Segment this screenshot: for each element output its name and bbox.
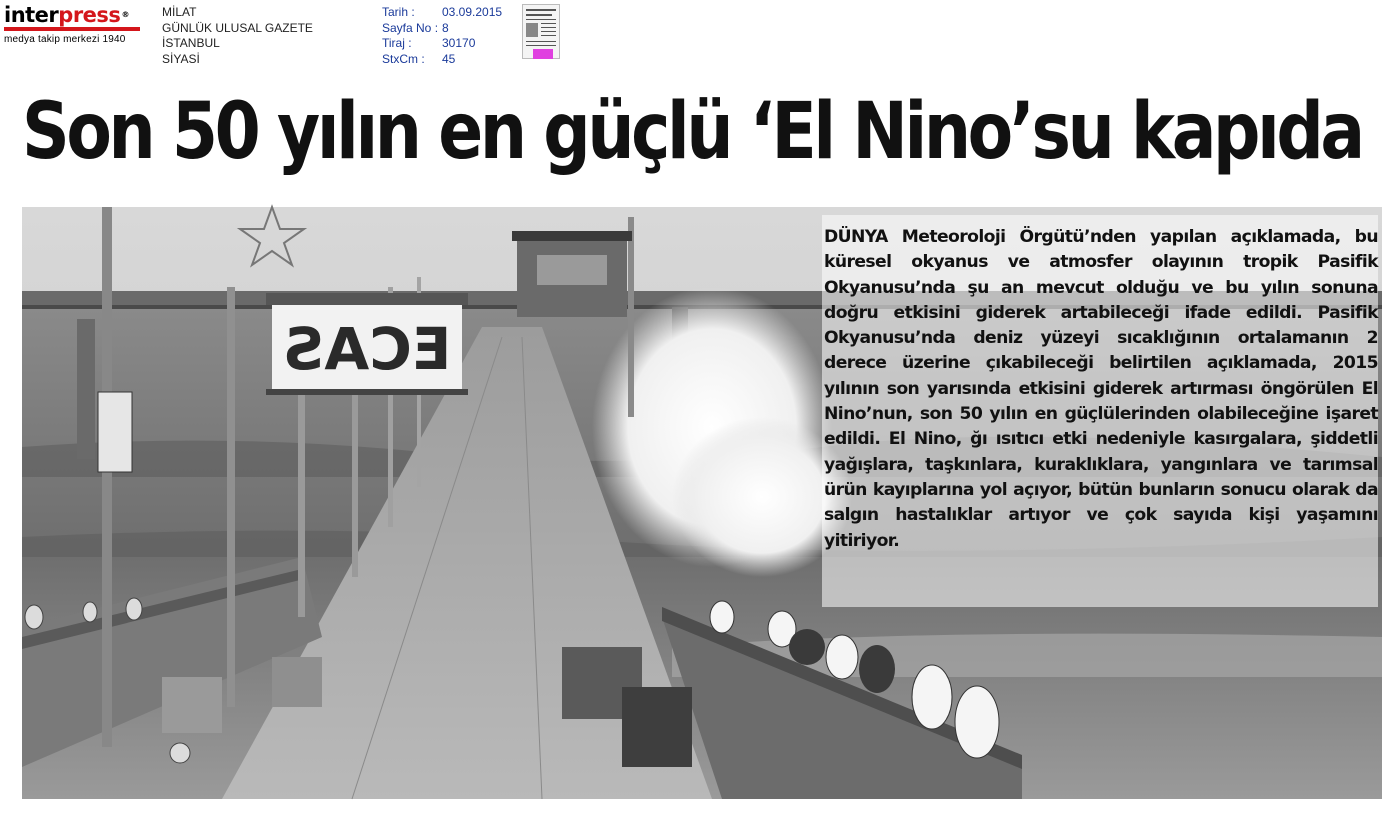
meta-date <box>382 5 502 21</box>
article-photo <box>22 207 1382 799</box>
publication-type: GÜNLÜK ULUSAL GAZETE <box>162 20 313 35</box>
meta-label: Sayfa No : <box>382 20 439 35</box>
logo-underline <box>4 27 140 31</box>
publication-info <box>162 5 313 67</box>
meta-stxcm <box>382 52 502 68</box>
interpress-logo <box>4 4 154 50</box>
publication-category: SİYASİ <box>162 51 200 66</box>
building-sign-text: ECAS <box>282 315 452 383</box>
page-thumbnail[interactable] <box>522 4 560 59</box>
meta-value: 30170 <box>442 36 476 50</box>
meta-label: Tarih : <box>382 5 415 19</box>
article-body-box <box>822 215 1378 607</box>
meta-label: StxCm : <box>382 51 425 66</box>
logo-tagline: medya takip merkezi 1940 <box>4 34 126 45</box>
article-highlight <box>533 49 553 59</box>
publication-city: İSTANBUL <box>162 36 220 50</box>
logo-wordmark <box>4 4 154 26</box>
meta-value: 03.09.2015 <box>442 5 503 19</box>
logo-highlight: press <box>58 3 121 27</box>
article-body: DÜNYA Meteoroloji Örgütü’nden yapılan açıklamada, bu küresel okyanus ve atmosfer olayının tropik Pasifik Okyanusu’nda şu an mevcut olduğu ve bu yılın sonuna doğru etkisini giderek artabileceği ifade edildi. Pasifik Okyanusu’nda deniz yüzeyi sıcaklığının ortalamanın 2 derece üzerine çıkabileceği belirtilen açıklamada, 2015 yılının son yarısında etkisini giderek artırması öngörülen El Nino’nun, son 50 yılın en güçlülerinden olabileceğine işaret edildi. El Nino, ğı ısıtıcı etki nedeniyle kasırgalara, şiddetli yağışlara, taşkınlara, kuraklıklara, yangınlara ve tarımsal ürün kayıplarına yol açıyor, bütün bunların sonucu olarak da salgın hastalıklar artıyor ve çok sayıda kişi yaşamını yitiriyor. <box>824 227 1378 551</box>
publication-name: MİLAT <box>162 5 197 19</box>
meta-value: 8 <box>442 20 449 35</box>
meta-label: Tiraj : <box>382 36 412 50</box>
clipping-meta <box>382 5 502 67</box>
meta-value: 45 <box>442 51 456 66</box>
article-headline: Son 50 yılın en güçlü ‘El Nino’su kapıda <box>22 87 1362 177</box>
logo-prefix: inter <box>4 3 59 27</box>
meta-circulation <box>382 36 502 52</box>
registered-mark: ® <box>121 10 129 19</box>
meta-page <box>382 21 502 37</box>
